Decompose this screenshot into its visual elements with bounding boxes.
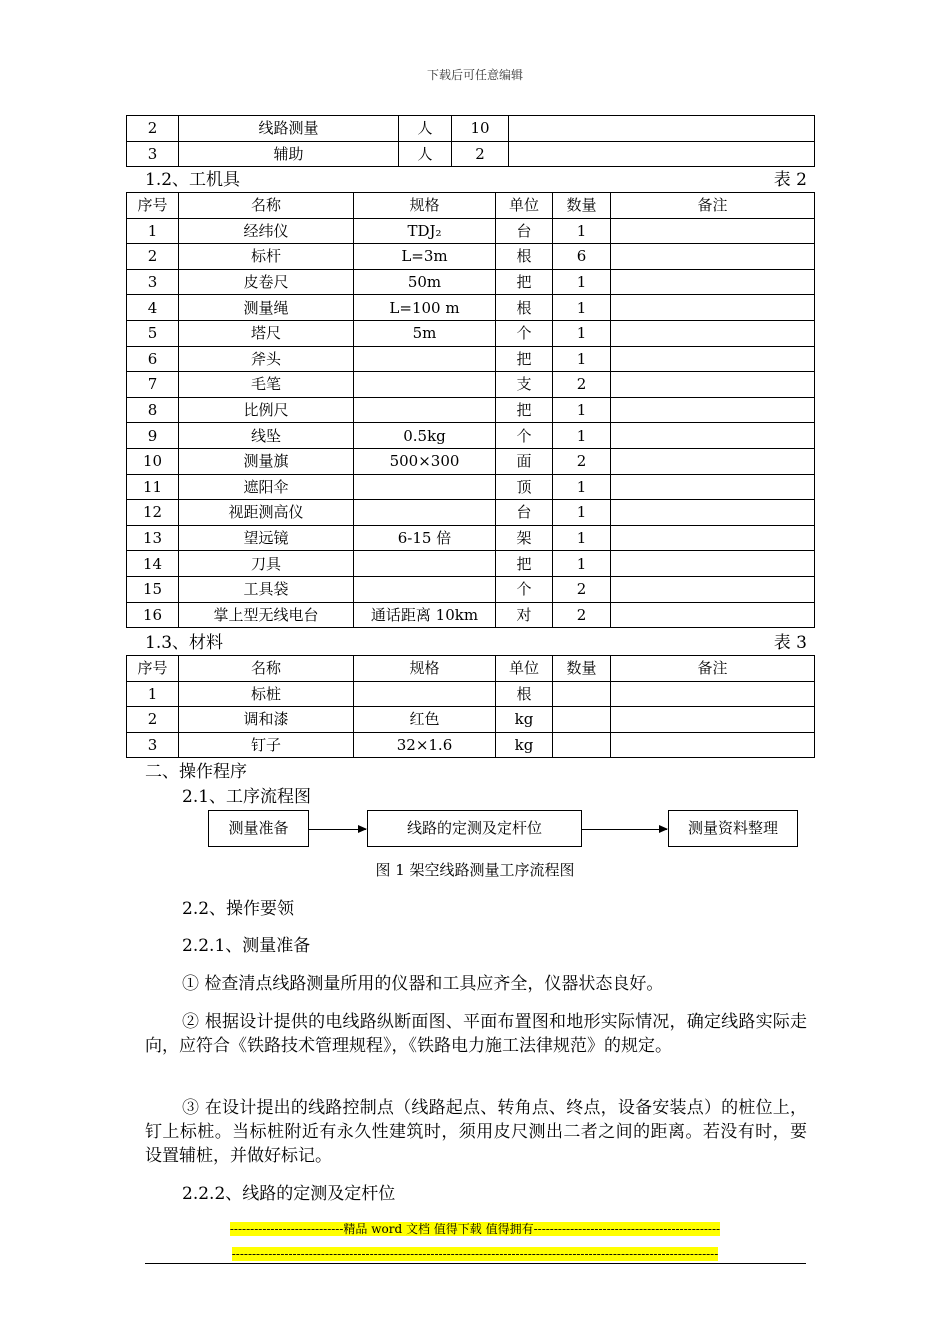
table-row (127, 372, 815, 398)
cell: 1 (553, 397, 611, 423)
column-header: 规格 (354, 193, 496, 219)
cell (611, 218, 815, 244)
cell: 顶 (496, 474, 553, 500)
cell: 1 (553, 551, 611, 577)
cell (354, 551, 496, 577)
cell: 0.5kg (354, 423, 496, 449)
cell: 3 (127, 269, 179, 295)
cell: 1 (553, 269, 611, 295)
column-header: 序号 (127, 656, 179, 682)
cell: 视距测高仪 (179, 500, 354, 526)
cell: 6 (127, 346, 179, 372)
section-heading-procedure: 二、操作程序 (145, 762, 247, 782)
cell: 根 (496, 295, 553, 321)
cell (611, 474, 815, 500)
cell: 把 (496, 551, 553, 577)
cell: 10 (452, 116, 509, 142)
cell: 人 (399, 116, 452, 142)
cell: 把 (496, 397, 553, 423)
table-row (127, 116, 815, 142)
cell: 台 (496, 218, 553, 244)
cell: 对 (496, 602, 553, 628)
cell: 掌上型无线电台 (179, 602, 354, 628)
column-header: 备注 (611, 193, 815, 219)
cell: 1 (127, 218, 179, 244)
cell: 根 (496, 244, 553, 270)
cell (354, 576, 496, 602)
cell (354, 474, 496, 500)
column-header: 单位 (496, 656, 553, 682)
cell (611, 244, 815, 270)
table-row (127, 707, 815, 733)
cell: 1 (553, 218, 611, 244)
cell: 线坠 (179, 423, 354, 449)
cell: 9 (127, 423, 179, 449)
footer-rule (145, 1263, 806, 1264)
table-header-row (127, 193, 815, 219)
column-header: 序号 (127, 193, 179, 219)
cell (553, 681, 611, 707)
cell: 支 (496, 372, 553, 398)
cell: 2 (452, 141, 509, 167)
cell: 1 (553, 295, 611, 321)
cell: 13 (127, 525, 179, 551)
table-row (127, 295, 815, 321)
cell (354, 346, 496, 372)
cell: 比例尺 (179, 397, 354, 423)
cell: 把 (496, 269, 553, 295)
table-row (127, 576, 815, 602)
table-row (127, 681, 815, 707)
figure-caption: 图 1 架空线路测量工序流程图 (375, 861, 575, 879)
section-heading-materials: 1.3、材料 (145, 633, 224, 653)
cell (611, 500, 815, 526)
personnel-table (126, 115, 815, 167)
cell: 经纬仪 (179, 218, 354, 244)
cell (553, 707, 611, 733)
cell (611, 295, 815, 321)
cell (611, 423, 815, 449)
flow-step-survey: 线路的定测及定杆位 (367, 810, 582, 847)
cell (354, 500, 496, 526)
column-header: 数量 (553, 656, 611, 682)
flow-step-data: 测量资料整理 (668, 810, 798, 847)
cell: 3 (127, 732, 179, 758)
cell (509, 141, 815, 167)
cell (611, 707, 815, 733)
cell: 1 (553, 500, 611, 526)
table-number-2: 表 2 (773, 170, 807, 190)
section-heading-key-points: 2.2、操作要领 (182, 899, 295, 919)
cell: 2 (127, 707, 179, 733)
column-header: 规格 (354, 656, 496, 682)
cell (354, 681, 496, 707)
table-row (127, 602, 815, 628)
cell (611, 681, 815, 707)
cell (611, 372, 815, 398)
cell (611, 525, 815, 551)
cell: 钉子 (179, 732, 354, 758)
cell (611, 346, 815, 372)
paragraph-3: ③ 在设计提出的线路控制点（线路起点、转角点、终点，设备安装点）的桩位上，钉上标桩。当标桩附近有永久性建筑时，须用皮尺测出二者之间的距离。若没有时，要设置辅桩，并做好标记。 (145, 1098, 807, 1166)
paragraph-2: ② 根据设计提供的电线路纵断面图、平面布置图和地形实际情况，确定线路实际走向，应符合《铁路技术管理规程》，《铁路电力施工法律规范》的规定。 (145, 1012, 807, 1056)
cell: 望远镜 (179, 525, 354, 551)
cell: 工具袋 (179, 576, 354, 602)
column-header: 单位 (496, 193, 553, 219)
cell (611, 320, 815, 346)
cell: 5 (127, 320, 179, 346)
cell (553, 732, 611, 758)
cell: 8 (127, 397, 179, 423)
column-header: 备注 (611, 656, 815, 682)
cell: 红色 (354, 707, 496, 733)
cell (611, 551, 815, 577)
cell: 塔尺 (179, 320, 354, 346)
table-header-row (127, 656, 815, 682)
table-row (127, 474, 815, 500)
flow-arrow-2 (582, 829, 667, 830)
cell: 2 (127, 244, 179, 270)
materials-table (126, 655, 815, 758)
cell: 标桩 (179, 681, 354, 707)
cell (611, 732, 815, 758)
cell: 调和漆 (179, 707, 354, 733)
cell: 人 (399, 141, 452, 167)
flow-arrow-1 (309, 829, 366, 830)
cell: 10 (127, 448, 179, 474)
table-row (127, 269, 815, 295)
footer-banner-2 (0, 1245, 950, 1262)
column-header: 名称 (179, 656, 354, 682)
paragraph-1: ① 检查清点线路测量所用的仪器和工具应齐全，仪器状态良好。 (182, 974, 664, 994)
cell: 刀具 (179, 551, 354, 577)
cell (611, 397, 815, 423)
cell: 台 (496, 500, 553, 526)
cell: 通话距离 10km (354, 602, 496, 628)
table-row (127, 320, 815, 346)
section-heading-survey: 2.2.2、线路的定测及定杆位 (182, 1184, 396, 1204)
cell: kg (496, 707, 553, 733)
cell: 2 (553, 372, 611, 398)
cell: 1 (553, 423, 611, 449)
table-row (127, 397, 815, 423)
table-row (127, 500, 815, 526)
cell (611, 269, 815, 295)
cell: 个 (496, 576, 553, 602)
cell: 14 (127, 551, 179, 577)
cell: 2 (553, 448, 611, 474)
cell: 把 (496, 346, 553, 372)
cell: L=3m (354, 244, 496, 270)
column-header: 数量 (553, 193, 611, 219)
cell (509, 116, 815, 142)
table-row (127, 525, 815, 551)
cell (611, 448, 815, 474)
cell (354, 372, 496, 398)
cell: 2 (553, 602, 611, 628)
cell: 辅助 (179, 141, 399, 167)
table-row (127, 244, 815, 270)
cell: 1 (553, 474, 611, 500)
section-heading-flowchart: 2.1、工序流程图 (182, 787, 312, 807)
table-row (127, 423, 815, 449)
cell (611, 576, 815, 602)
column-header: 名称 (179, 193, 354, 219)
cell: 2 (553, 576, 611, 602)
footer-banner-dashes: ------------------------------------------------------------------------------------------------------------------------ (231, 1247, 719, 1261)
cell: 6-15 倍 (354, 525, 496, 551)
cell: 1 (553, 320, 611, 346)
footer-banner-1 (0, 1220, 950, 1237)
footer-banner-text: ----------------------------精品 word 文档 值得下载 值得拥有---------------------------------------------- (229, 1222, 721, 1236)
cell: 50m (354, 269, 496, 295)
cell: TDJ₂ (354, 218, 496, 244)
cell: 3 (127, 141, 179, 167)
cell: 1 (553, 525, 611, 551)
cell: 根 (496, 681, 553, 707)
cell: 面 (496, 448, 553, 474)
cell: 个 (496, 320, 553, 346)
cell: 皮卷尺 (179, 269, 354, 295)
section-heading-tools: 1.2、工机具 (145, 170, 241, 190)
cell: 12 (127, 500, 179, 526)
cell: 500×300 (354, 448, 496, 474)
cell (611, 602, 815, 628)
cell: 1 (553, 346, 611, 372)
table-row (127, 551, 815, 577)
table-number-3: 表 3 (773, 633, 807, 653)
cell: 测量旗 (179, 448, 354, 474)
cell: L=100 m (354, 295, 496, 321)
cell: 15 (127, 576, 179, 602)
cell: 6 (553, 244, 611, 270)
tools-table (126, 192, 815, 628)
cell: 2 (127, 116, 179, 142)
table-row (127, 218, 815, 244)
cell: 4 (127, 295, 179, 321)
cell: 个 (496, 423, 553, 449)
cell: 遮阳伞 (179, 474, 354, 500)
cell: 斧头 (179, 346, 354, 372)
cell (354, 397, 496, 423)
cell: 线路测量 (179, 116, 399, 142)
cell: 7 (127, 372, 179, 398)
table-row (127, 141, 815, 167)
cell: 1 (127, 681, 179, 707)
flow-step-prep: 测量准备 (208, 810, 309, 847)
cell: 11 (127, 474, 179, 500)
cell: 标杆 (179, 244, 354, 270)
cell: 毛笔 (179, 372, 354, 398)
section-heading-prep: 2.2.1、测量准备 (182, 936, 311, 956)
cell: kg (496, 732, 553, 758)
table-row (127, 448, 815, 474)
table-row (127, 346, 815, 372)
cell: 架 (496, 525, 553, 551)
cell: 测量绳 (179, 295, 354, 321)
cell: 5m (354, 320, 496, 346)
page-header: 下载后可任意编辑 (426, 68, 523, 82)
table-row (127, 732, 815, 758)
cell: 32×1.6 (354, 732, 496, 758)
cell: 16 (127, 602, 179, 628)
